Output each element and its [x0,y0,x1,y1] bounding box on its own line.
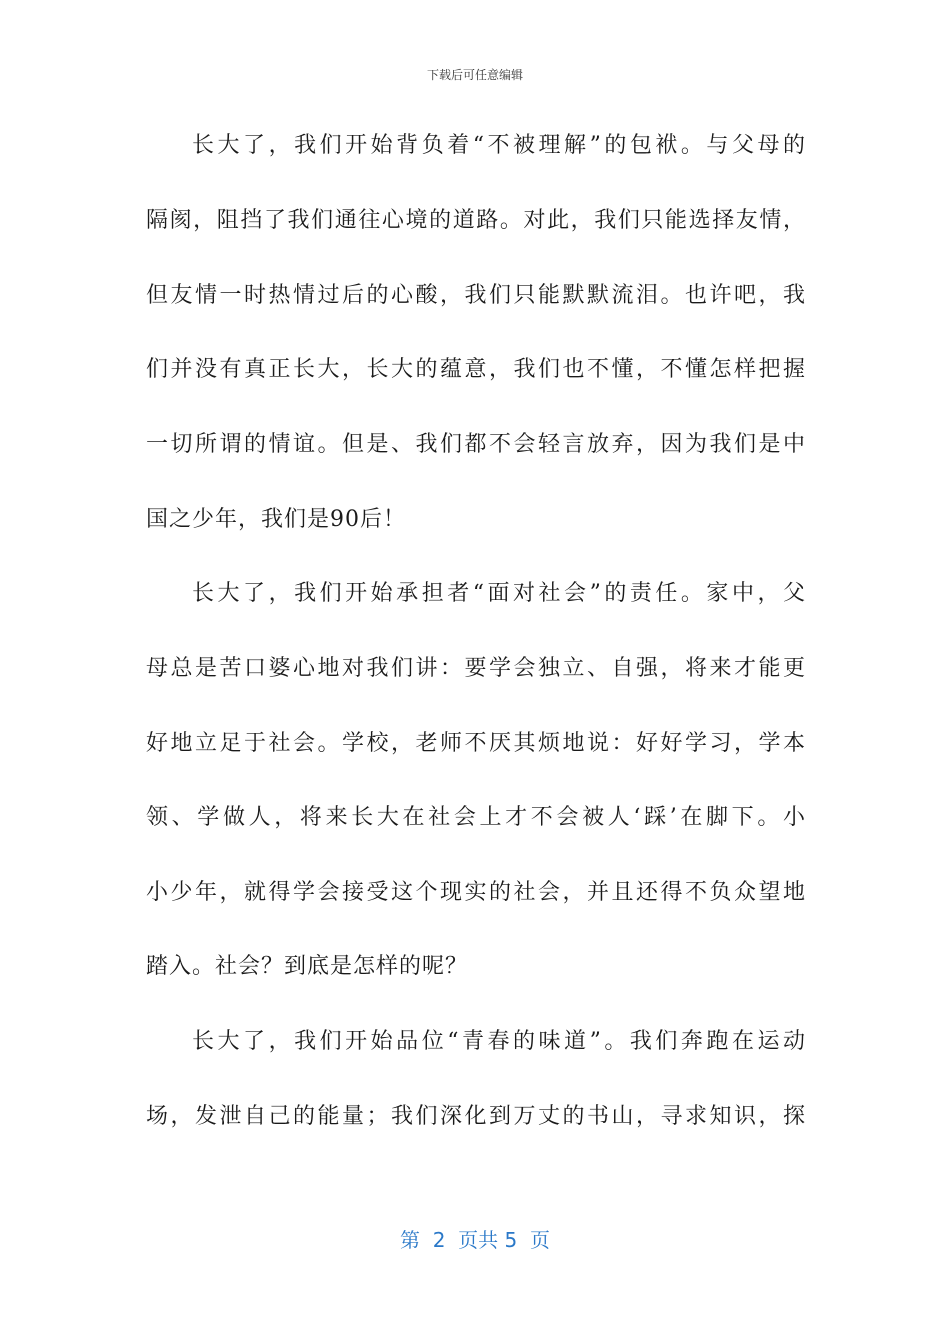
text-line: 母总是苦口婆心地对我们讲：要学会独立、自强，将来才能更 [146,656,806,681]
page-number: 第 2 页共 5 页 [400,1228,550,1252]
text-line: 长大了，我们开始背负着“不被理解”的包袱。与父母的 [192,133,806,158]
text-line: 但友情一时热情过后的心酸，我们只能默默流泪。也许吧，我 [146,283,806,308]
header-note: 下载后可任意编辑 [426,68,523,82]
text-line: 们并没有真正长大，长大的蕴意，我们也不懂，不懂怎样把握 [146,357,806,382]
text-line: 好地立足于社会。学校，老师不厌其烦地说：好好学习，学本 [146,731,806,756]
text-line: 一切所谓的情谊。但是、我们都不会轻言放弃，因为我们是中 [146,432,806,457]
text-line: 长大了，我们开始承担者“面对社会”的责任。家中，父 [192,581,806,606]
text-line: 领、学做人，将来长大在社会上才不会被人‘踩’在脚下。小 [146,805,806,830]
text-line: 场，发泄自己的能量；我们深化到万丈的书山，寻求知识，探 [146,1104,806,1129]
text-line: 长大了，我们开始品位“青春的味道”。我们奔跑在运动 [192,1029,806,1054]
text-line: 小少年，就得学会接受这个现实的社会，并且还得不负众望地 [146,880,806,905]
text-line: 国之少年，我们是90后！ [146,507,406,532]
text-line: 隔阂，阻挡了我们通往心境的道路。对此，我们只能选择友情， [146,208,806,233]
text-line: 踏入。社会？到底是怎样的呢？ [146,954,469,979]
